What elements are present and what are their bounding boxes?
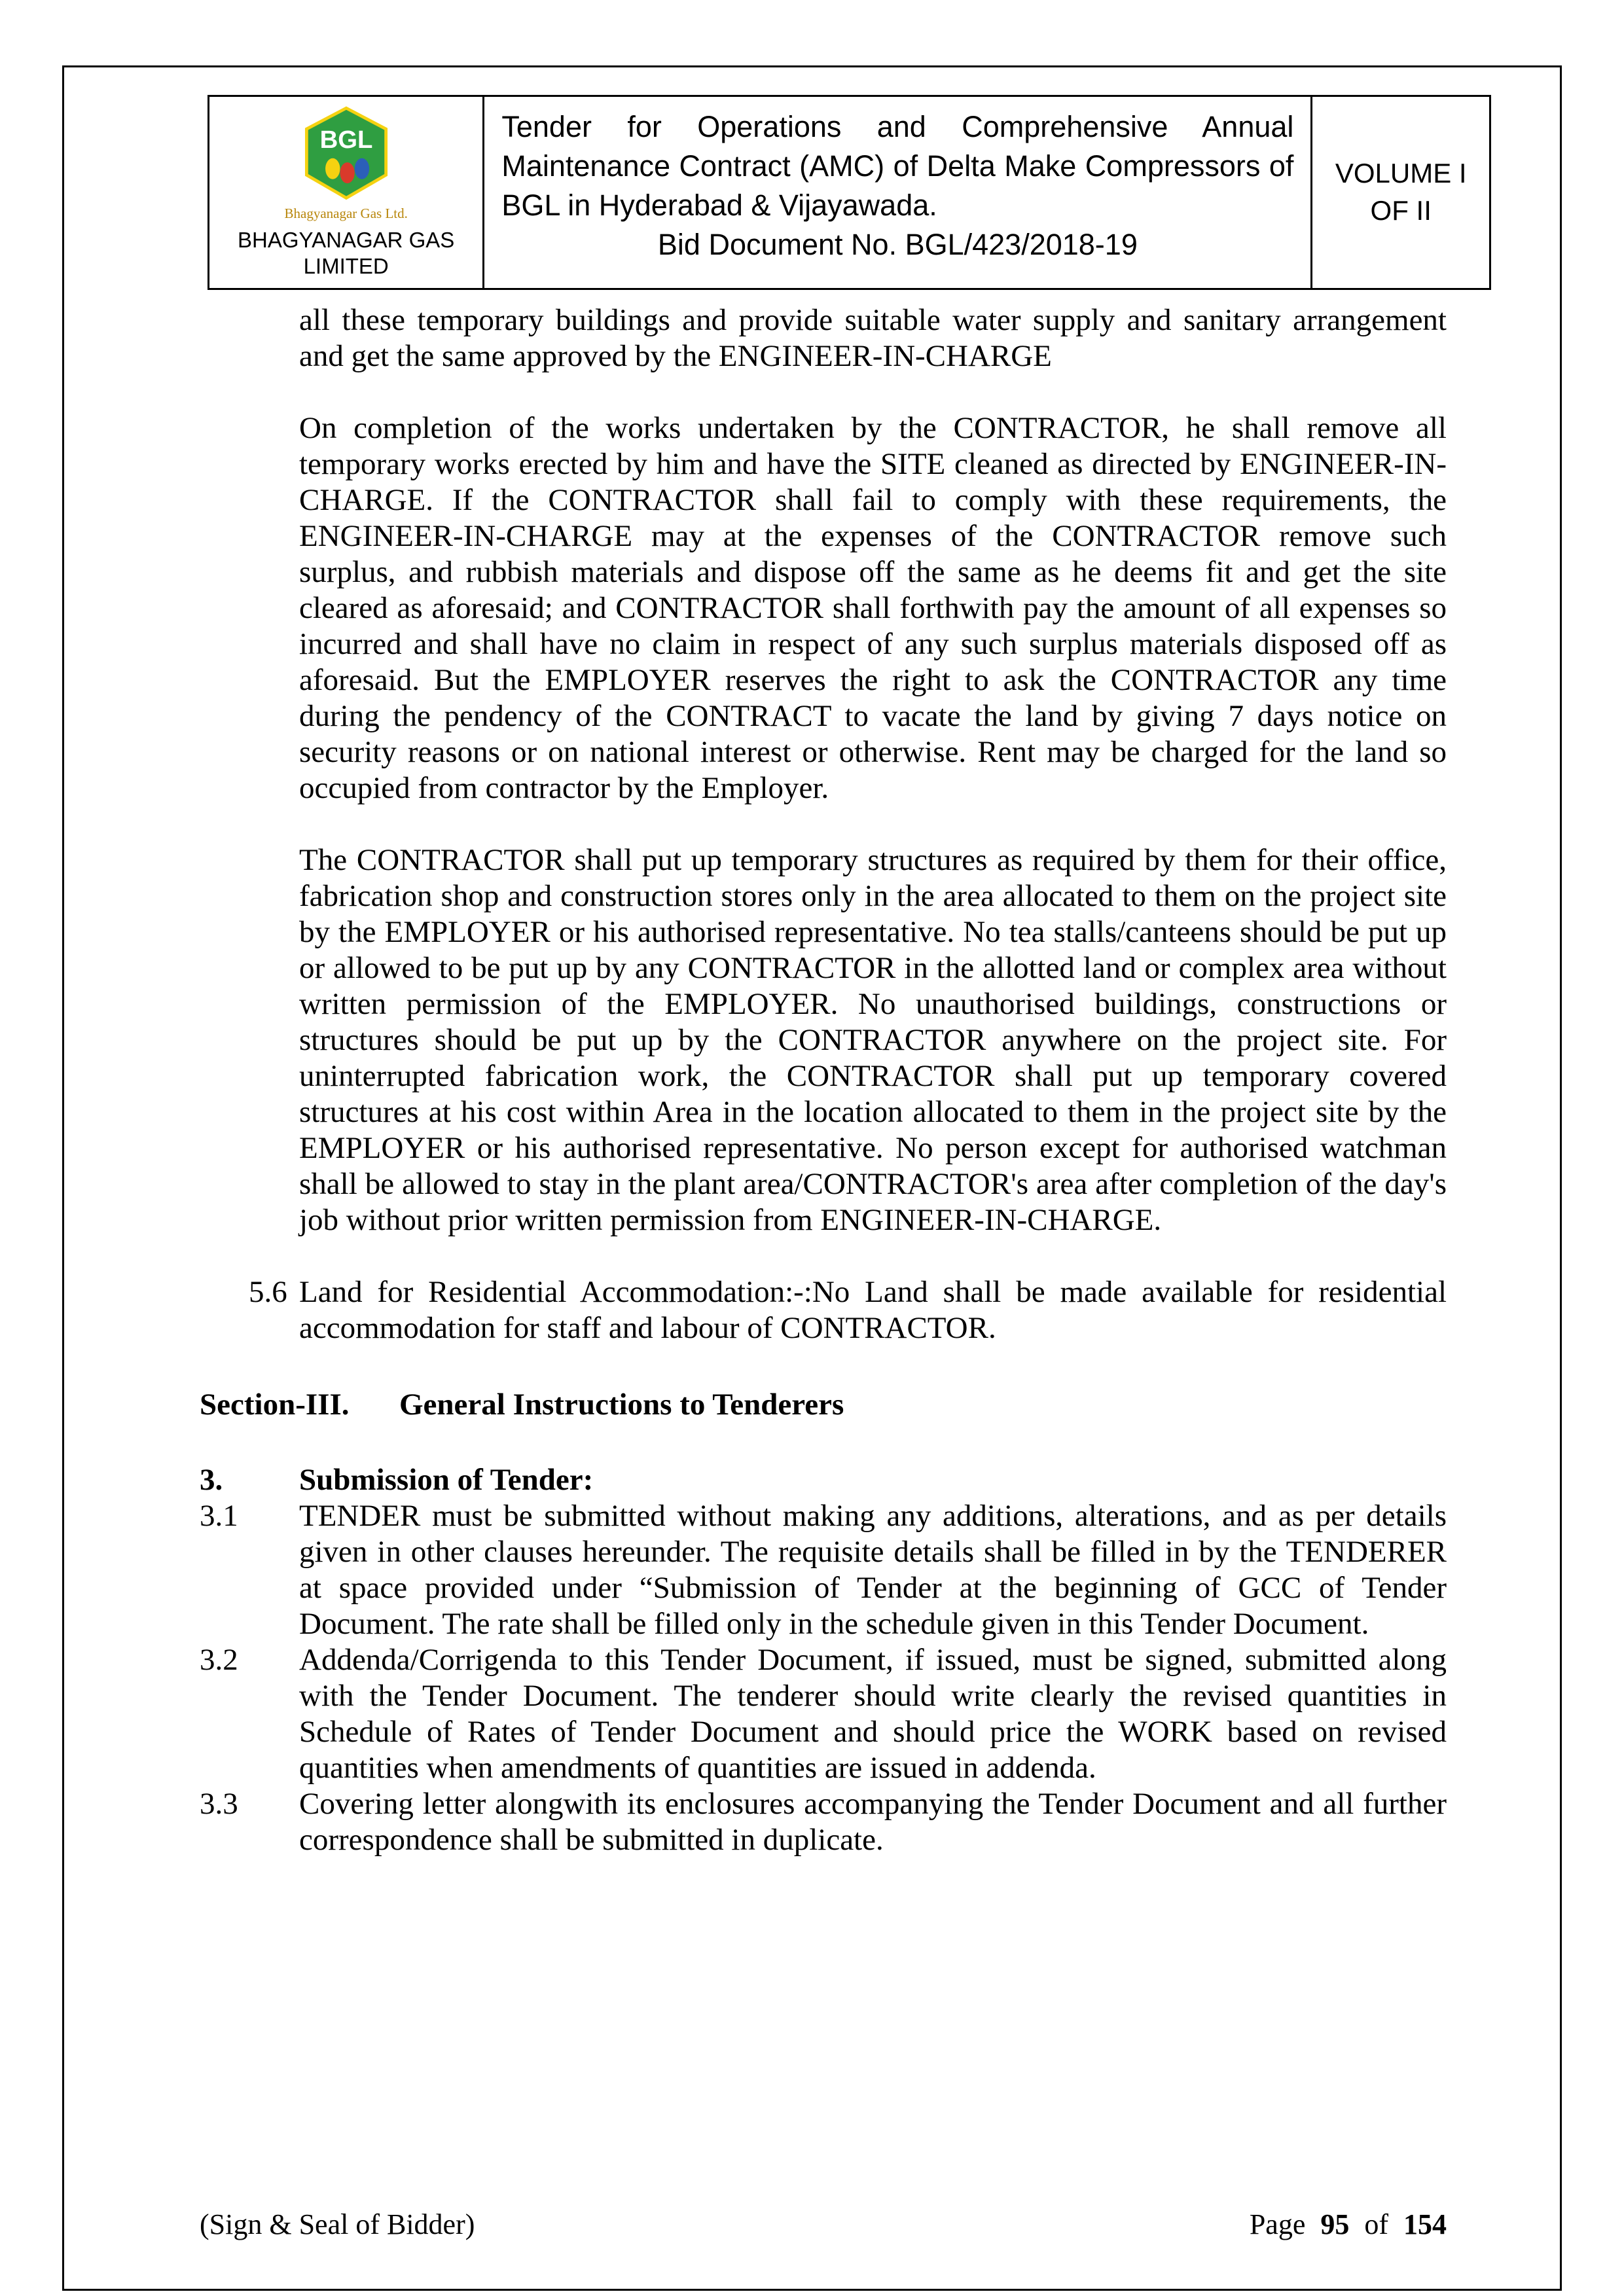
paragraph-water-supply: all these temporary buildings and provide suitable water supply and sanitary arrangement and get the same approved by the ENGINEER-IN-CHARGE [299,303,1447,373]
title-cell [482,97,1310,288]
logo-drop-yellow [325,158,340,179]
page-number [1250,2208,1447,2241]
section-title: General Instructions to Tenderers [399,1388,844,1422]
clause-number: 5.6 [249,1275,287,1309]
bgl-logo-icon [294,106,399,204]
clause-number: 3.2 [200,1643,238,1677]
page-label: Page [1249,2208,1306,2240]
clause-text: Addenda/Corrigenda to this Tender Document, if issued, must be signed, submitted along with the Tender Document. The tenderer should write clearly the revised quantities in Schedule of Rates of Tender Document and should price the WORK based on revised quantities when amendments of quantities are issued in addenda. [299,1643,1447,1785]
logo-tagline: Bhagyanagar Gas Ltd. [284,206,408,221]
clause-text: TENDER must be submitted without making any additions, alterations, and as per details given in other clauses hereunder. The requisite details shall be filled in by the TENDERER at space provided under “Submission of Tender at the beginning of GCC of Tender Document. The rate shall be filled only in the schedule given in this Tender Document. [299,1499,1447,1641]
clause-title-text: Submission of Tender: [299,1463,594,1497]
tender-title: Tender for Operations and Comprehensive Annual Maintenance Contract (AMC) of Delta Make Compressors of BGL in Hyderabad & Vijayawada. [501,110,1294,222]
clause-number: 3. [200,1463,223,1497]
clause-3-3 [200,1786,1447,1858]
logo-drop-blue [354,158,369,179]
document-body [200,302,1447,1858]
paragraph-completion-of-works: On completion of the works undertaken by the CONTRACTOR, he shall remove all temporary works erected by him and have the SITE cleaned as directed by ENGINEER-IN-CHARGE. If the CONTRACTOR shall fail to comply with these requirements, the ENGINEER-IN-CHARGE may at the expenses of the CONTRACTOR remove such surplus, and rubbish materials and dispose off the same as he deems fit and get the site cleared as aforesaid; and CONTRACTOR shall forthwith pay the amount of all expenses so incurred and shall have no claim in respect of any such surplus materials disposed off as aforesaid. But the EMPLOYER reserves the right to ask the CONTRACTOR any time during the pendency of the CONTRACT to vacate the land by giving 7 days notice on security reasons or on national interest or otherwise. Rent may be charged for the land so occupied from contractor by the Employer. [299,411,1447,805]
page-footer [200,2208,1447,2241]
section-heading [200,1387,1447,1423]
of-label: of [1364,2208,1388,2240]
company-logo [285,106,408,222]
sign-seal-note: (Sign & Seal of Bidder) [200,2208,475,2240]
logo-drop-red [340,162,354,183]
logo-cell [209,97,482,288]
clause-3-2 [200,1642,1447,1786]
clause-number: 3.1 [200,1499,238,1533]
clause-text: Land for Residential Accommodation:-:No Land shall be made available for residential accommodation for staff and labour of CONTRACTOR. [299,1275,1447,1345]
clause-number: 3.3 [200,1787,238,1821]
page-current: 95 [1320,2208,1350,2240]
document-header [208,95,1491,290]
paragraph-temporary-structures: The CONTRACTOR shall put up temporary structures as required by them for their office, fabrication shop and construction stores only in the area allocated to them on the project site by the EMPLOYER or his authorised representative. No tea stalls/canteens should be put up or allowed to be put up by any CONTRACTOR in the allotted land or complex area without written permission of the EMPLOYER. No unauthorised buildings, constructions or structures should be put up by the CONTRACTOR anywhere on the project site. For uninterrupted fabrication work, the CONTRACTOR shall put up temporary covered structures at his cost within Area in the location allocated to them in the project site by the EMPLOYER or his authorised representative. No person except for authorised watchman shall be allowed to stay in the plant area/CONTRACTOR's area after completion of the day's job without prior written permission from ENGINEER-IN-CHARGE. [299,843,1447,1237]
section-number: Section-III. [200,1388,350,1422]
volume-line-2: OF II [1370,195,1432,226]
volume-cell [1310,97,1489,288]
logo-monogram: BGL [319,125,373,154]
page-total: 154 [1403,2208,1447,2240]
clause-text: Covering letter alongwith its enclosures accompanying the Tender Document and all further correspondence shall be submitted in duplicate. [299,1787,1447,1857]
organization-name: BHAGYANAGAR GAS LIMITED [238,228,455,278]
bid-document-number: Bid Document No. BGL/423/2018-19 [657,228,1138,261]
clause-3-heading [200,1462,1447,1498]
volume-line-1: VOLUME I [1335,158,1467,189]
clause-5-6 [249,1274,1447,1346]
clause-3-1 [200,1498,1447,1642]
